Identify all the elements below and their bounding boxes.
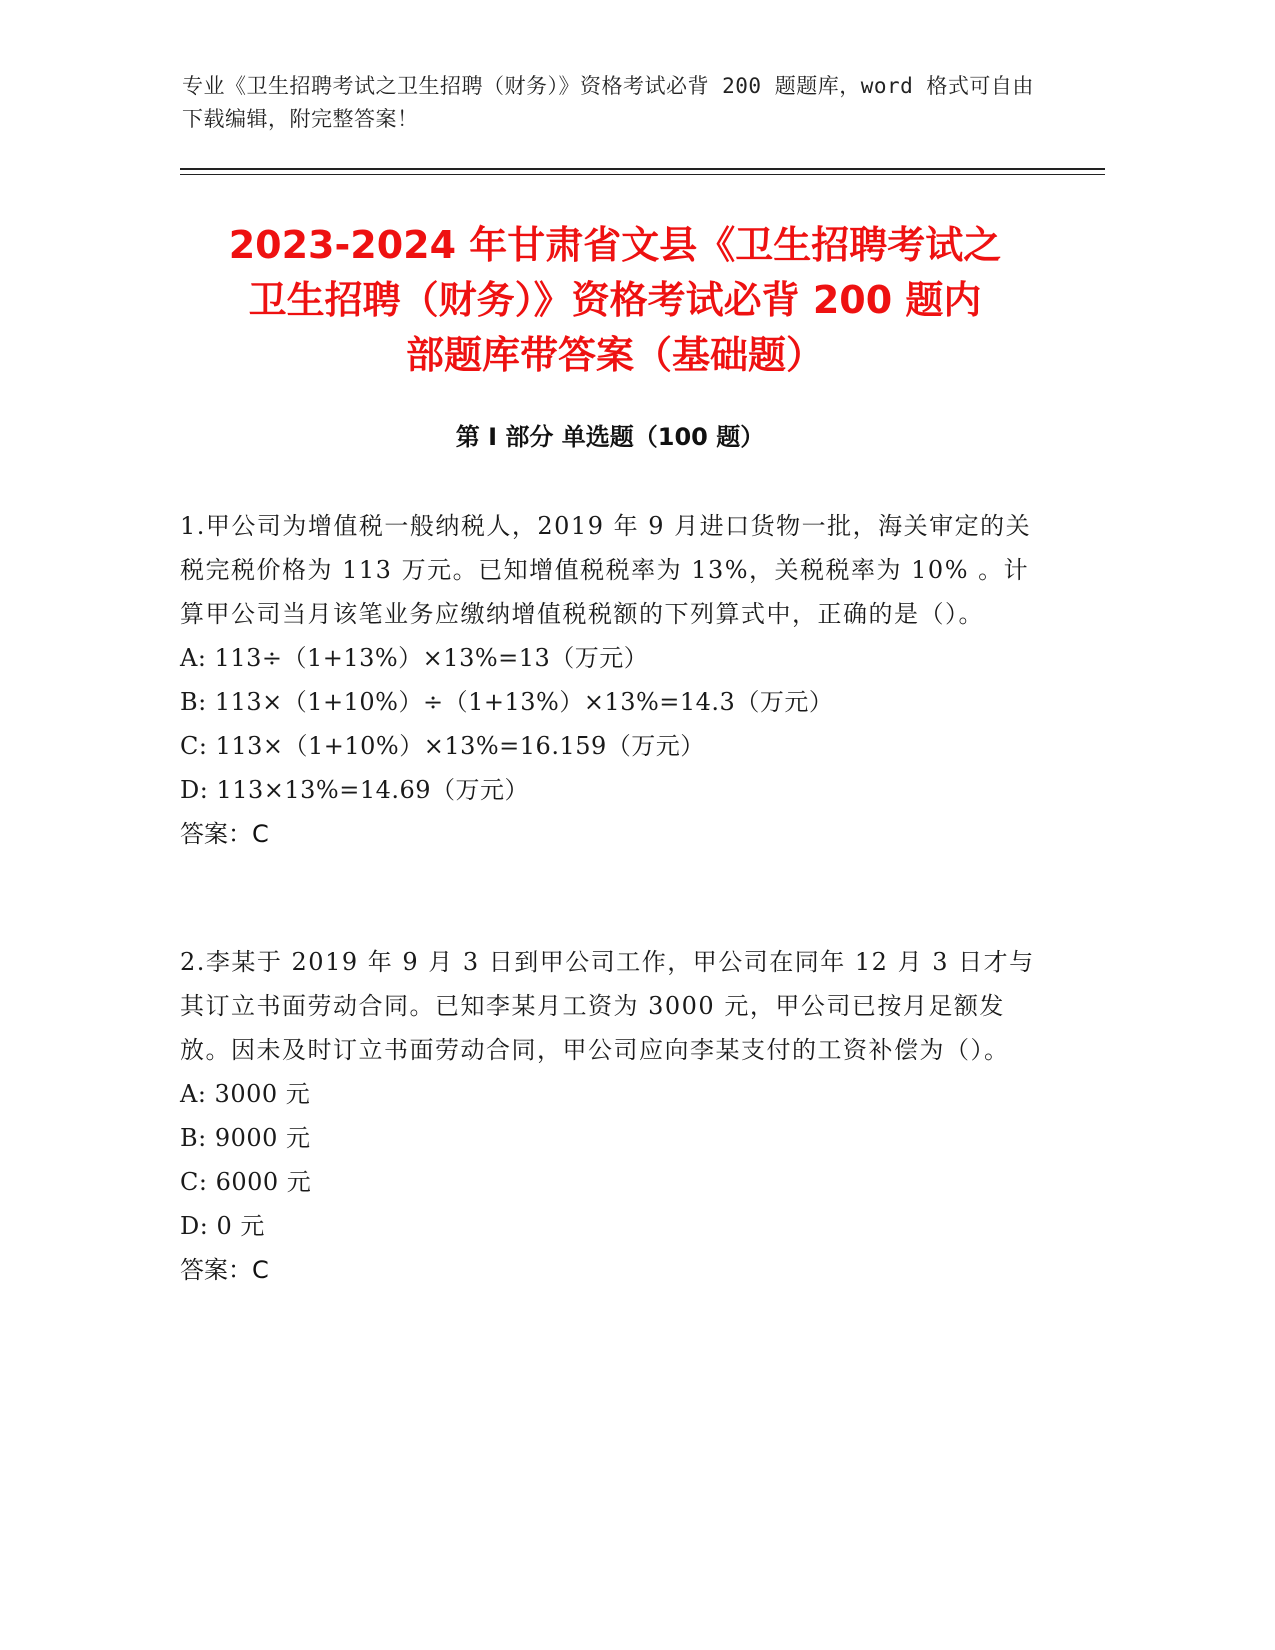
title-line-3: 部题库带答案（基础题）	[405, 333, 824, 377]
header-note: 专业《卫生招聘考试之卫生招聘（财务）》资格考试必背 200 题题库，word 格式可自由下载编辑，附完整答案！	[182, 74, 1034, 131]
question-stem: 2.李某于 2019 年 9 月 3 日到甲公司工作，甲公司在同年 12 月 3 日才与其订立书面劳动合同。已知李某月工资为 3000 元，甲公司已按月足额发放。因未及时订立书面劳动合同，甲公司应向李某支付的工资补偿为（）。	[180, 948, 1035, 1064]
option-b: B: 9000 元	[180, 1124, 311, 1152]
title-line-1: 2023-2024 年甘肃省文县《卫生招聘考试之	[228, 223, 1002, 267]
document-title	[170, 218, 1060, 383]
option-d: D: 0 元	[180, 1212, 265, 1240]
answer-label: 答案：C	[180, 820, 269, 848]
header-divider-thin	[180, 174, 1105, 175]
option-c: C: 113×（1+10%）×13%=16.159（万元）	[180, 732, 705, 760]
option-b: B: 113×（1+10%）÷（1+13%）×13%=14.3（万元）	[180, 688, 834, 716]
question-block	[180, 940, 1040, 1292]
header-divider-thick	[180, 168, 1105, 170]
section-title: 第 I 部分 单选题（100 题）	[455, 423, 765, 451]
question-stem: 1.甲公司为增值税一般纳税人，2019 年 9 月进口货物一批，海关审定的关税完税价格为 113 万元。已知增值税税率为 13%，关税税率为 10% 。计算甲公司当月该笔业务应缴纳增值税税额的下列算式中，正确的是（）。	[180, 512, 1032, 628]
question-block	[180, 504, 1040, 856]
option-c: C: 6000 元	[180, 1168, 312, 1196]
title-line-2: 卫生招聘（财务）》资格考试必背 200 题内	[248, 278, 982, 322]
option-d: D: 113×13%=14.69（万元）	[180, 776, 530, 804]
option-a: A: 113÷（1+13%）×13%=13（万元）	[180, 644, 649, 672]
option-a: A: 3000 元	[180, 1080, 311, 1108]
answer-label: 答案：C	[180, 1256, 269, 1284]
